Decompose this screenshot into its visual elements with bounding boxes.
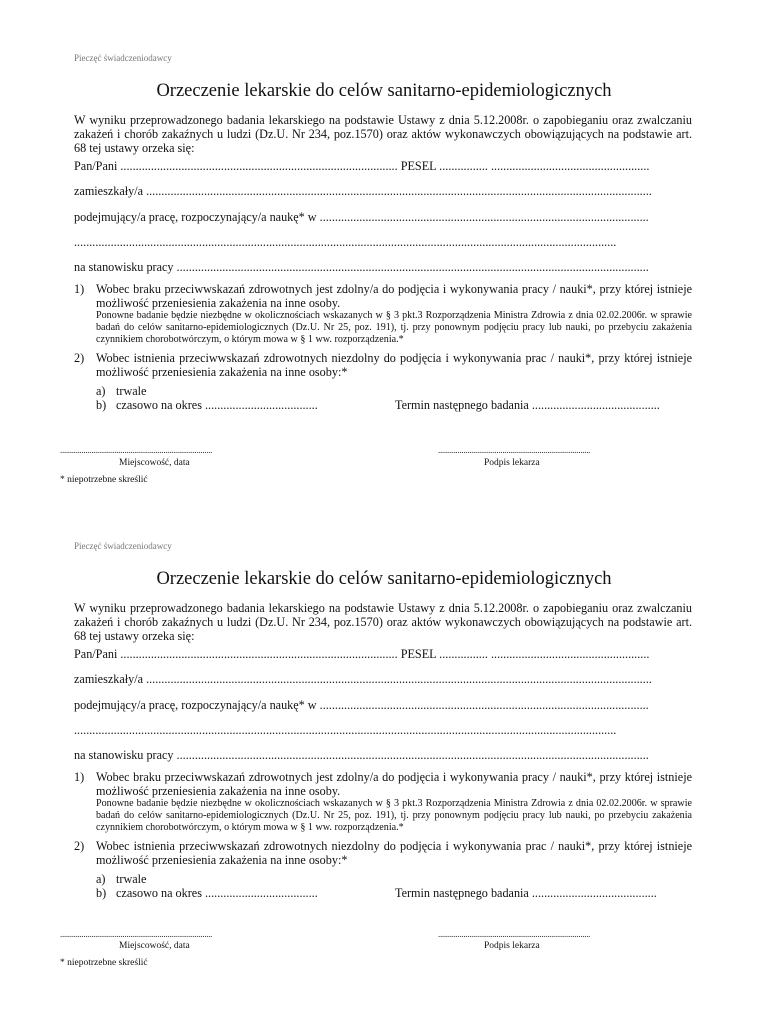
option-number: 2) <box>74 839 85 853</box>
sub-option-permanent: a) trwale <box>96 872 147 886</box>
doctor-signature-line[interactable]: .............................................................................. <box>438 445 591 455</box>
option-number: 1) <box>74 282 85 296</box>
footnote: * niepotrzebne skreślić <box>60 475 148 485</box>
workplace-field[interactable]: podejmujący/a pracę, rozpoczynający/a naukę* w ............................................................................................................ <box>74 210 649 224</box>
address-field[interactable]: zamieszkały/a ...................................................................................................................................................................... <box>74 672 652 686</box>
option-text: Wobec braku przeciwwskazań zdrowotnych jest zdolny/a do podjęcia i wykonywania pracy / nauki*, przy której istnieje możliwość przeniesienia zakażenia na inne osoby. <box>96 282 692 310</box>
option-unfit <box>74 839 692 867</box>
place-date-line[interactable]: .............................................................................. <box>60 929 213 939</box>
certificate-form-1 <box>0 53 768 545</box>
intro-paragraph: W wyniku przeprowadzonego badania lekarskiego na podstawie Ustawy z dnia 5.12.2008r. o zapobieganiu oraz zwalczaniu zakażeń i chorób zakaźnych u ludzi (Dz.U. Nr 234, poz.1570) oraz aktów wykonawczych obowiązujących na podstawie art. 68 tej ustawy orzeka się: <box>74 113 692 155</box>
footnote: * niepotrzebne skreślić <box>60 958 148 968</box>
workplace-field[interactable]: podejmujący/a pracę, rozpoczynający/a naukę* w ............................................................................................................ <box>74 698 649 712</box>
certificate-form-2 <box>0 541 768 1033</box>
option-text: Wobec istnienia przeciwwskazań zdrowotnych niezdolny do podjęcia i wykonywania prac / nauki*, przy której istnieje możliwość przeniesienia zakażenia na inne osoby:* <box>96 839 692 867</box>
place-date-line[interactable]: .............................................................................. <box>60 445 213 455</box>
option-unfit <box>74 351 692 379</box>
option-number: 1) <box>74 770 85 784</box>
option-text: Wobec istnienia przeciwwskazań zdrowotnych niezdolny do podjęcia i wykonywania prac / nauki*, przy której istnieje możliwość przeniesienia zakażenia na inne osoby:* <box>96 351 692 379</box>
place-date-label: Miejscowość, data <box>119 941 190 951</box>
sub-option-permanent: a) trwale <box>96 384 147 398</box>
re-examination-note: Ponowne badanie będzie niezbędne w okolicznościach wskazanych w § 3 pkt.3 Rozporządzenia Ministra Zdrowia z dnia 02.02.2006r. w sprawie badań do celów sanitarno-epidemiologicznych (Dz.U. Nr 25, poz. 191), tj. przy ponownym podjęciu pracy lub nauki, po przebyciu zakażenia czynnikiem chorobotwórczym, o którym mowa w § 1 ww. rozporządzenia.* <box>96 798 692 833</box>
doctor-signature-label: Podpis lekarza <box>484 941 540 951</box>
form-title: Orzeczenie lekarskie do celów sanitarno-epidemiologicznych <box>156 81 612 101</box>
option-text: Wobec braku przeciwwskazań zdrowotnych jest zdolny/a do podjęcia i wykonywania pracy / nauki*, przy której istnieje możliwość przeniesienia zakażenia na inne osoby. <box>96 770 692 798</box>
option-number: 2) <box>74 351 85 365</box>
intro-paragraph: W wyniku przeprowadzonego badania lekarskiego na podstawie Ustawy z dnia 5.12.2008r. o zapobieganiu oraz zwalczaniu zakażeń i chorób zakaźnych u ludzi (Dz.U. Nr 234, poz.1570) oraz aktów wykonawczych obowiązujących na podstawie art. 68 tej ustawy orzeka się: <box>74 601 692 643</box>
sub-option-temporary[interactable]: b) czasowo na okres ..................................... <box>96 886 318 900</box>
workplace-continuation-field[interactable]: .................................................................................................................................................................................. <box>74 723 617 737</box>
position-field[interactable]: na stanowisku pracy ........................................................................................................................................................... <box>74 748 649 762</box>
next-exam-date-field[interactable]: Termin następnego badania .......................................... <box>395 398 660 412</box>
sub-option-temporary[interactable]: b) czasowo na okres ..................................... <box>96 398 318 412</box>
re-examination-note: Ponowne badanie będzie niezbędne w okolicznościach wskazanych w § 3 pkt.3 Rozporządzenia Ministra Zdrowia z dnia 02.02.2006r. w sprawie badań do celów sanitarno-epidemiologicznych (Dz.U. Nr 25, poz. 191), tj. przy ponownym podjęciu pracy lub nauki, po przebyciu zakażenia czynnikiem chorobotwórczym, o którym mowa w § 1 ww. rozporządzenia.* <box>96 310 692 345</box>
option-fit <box>74 282 692 346</box>
next-exam-date-field[interactable]: Termin następnego badania ......................................... <box>395 886 657 900</box>
position-field[interactable]: na stanowisku pracy ........................................................................................................................................................... <box>74 260 649 274</box>
doctor-signature-line[interactable]: .............................................................................. <box>438 929 591 939</box>
place-date-label: Miejscowość, data <box>119 458 190 468</box>
provider-stamp-label: Pieczęć świadczeniodawcy <box>74 541 172 551</box>
name-pesel-field[interactable]: Pan/Pani ........................................................................................... PESEL ................ .................................................... <box>74 647 650 661</box>
form-title: Orzeczenie lekarskie do celów sanitarno-epidemiologicznych <box>156 569 612 589</box>
provider-stamp-label: Pieczęć świadczeniodawcy <box>74 53 172 63</box>
workplace-continuation-field[interactable]: .................................................................................................................................................................................. <box>74 235 617 249</box>
option-fit <box>74 770 692 834</box>
address-field[interactable]: zamieszkały/a ...................................................................................................................................................................... <box>74 184 652 198</box>
name-pesel-field[interactable]: Pan/Pani ........................................................................................... PESEL ................ .................................................... <box>74 159 650 173</box>
doctor-signature-label: Podpis lekarza <box>484 458 540 468</box>
